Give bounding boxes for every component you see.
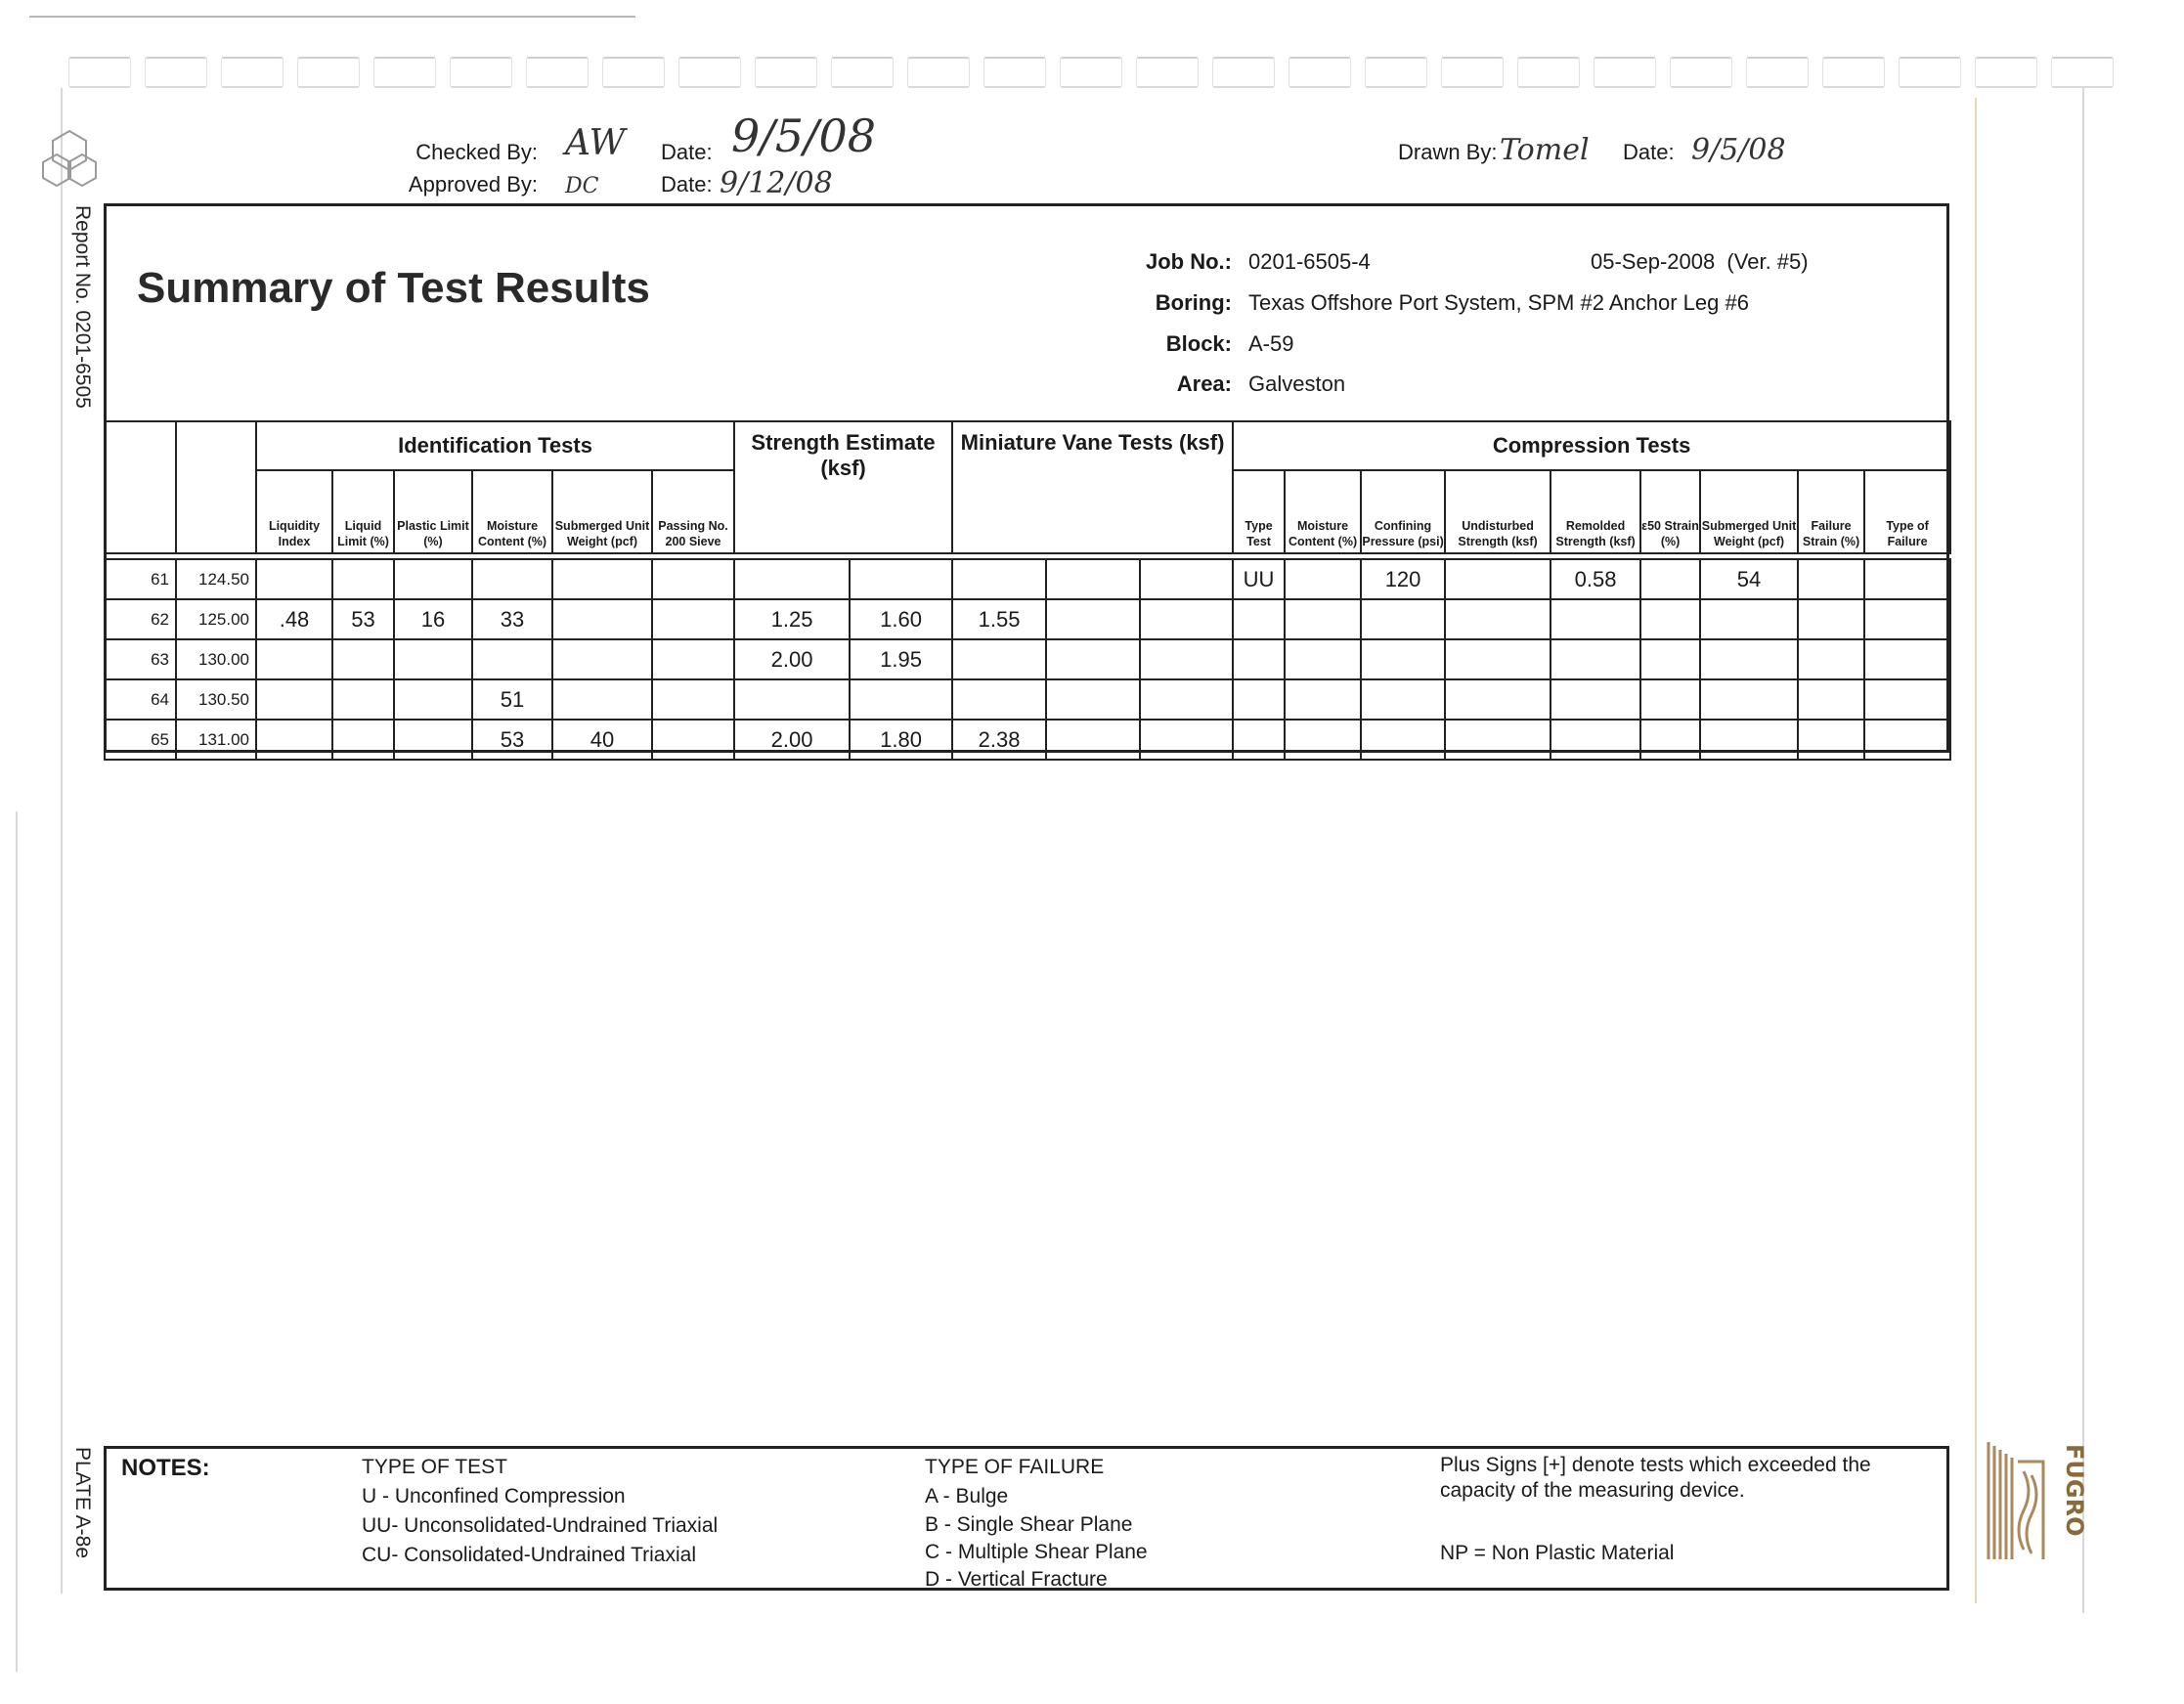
cell-liquidity: .48 <box>256 599 332 639</box>
failure-d: D - Vertical Fracture <box>925 1568 1108 1591</box>
plate-number-side: PLATE A-8e <box>71 1447 94 1559</box>
cell-sample: 64 <box>105 679 176 720</box>
perforation-hole <box>526 57 589 88</box>
cell-ustr <box>1445 639 1551 679</box>
cell-rem <box>1046 599 1140 639</box>
perforation-hole <box>1670 57 1732 88</box>
cell-suw <box>552 639 652 679</box>
group-compression-tests: Compression Tests <box>1233 421 1950 470</box>
cell-pl <box>394 679 472 720</box>
test-type-u: U - Unconfined Compression <box>362 1485 626 1507</box>
cell-liquidity <box>256 639 332 679</box>
cell-pl <box>394 559 472 599</box>
approved-by-signature: DC <box>565 174 599 198</box>
cell-rstr <box>1551 679 1640 720</box>
col-plastic-limit: Plastic Limit (%) <box>394 470 472 553</box>
perforation-hole <box>1060 57 1122 88</box>
cell-p200 <box>652 599 734 639</box>
perforation-hole <box>1746 57 1809 88</box>
cell-und: 2.38 <box>952 720 1046 760</box>
recycle-icon <box>35 125 104 194</box>
cell-e50 <box>1640 679 1700 720</box>
cell-rem <box>1046 679 1140 720</box>
page-title: Summary of Test Results <box>137 264 650 312</box>
cell-depth: 130.50 <box>176 679 256 720</box>
fugro-logo-text: FUGRO <box>2061 1444 2088 1537</box>
cell-cmc <box>1285 599 1361 639</box>
cell-csuw: 54 <box>1700 559 1798 599</box>
table-row <box>105 679 1950 720</box>
cell-rem <box>1046 639 1140 679</box>
col-confining-pressure: Confining Pressure (psi) <box>1361 470 1445 553</box>
cell-fstr <box>1798 720 1864 760</box>
col-liquidity-index: Liquidity Index <box>256 470 332 553</box>
cell-conf <box>1361 639 1445 679</box>
cell-conf <box>1361 720 1445 760</box>
cell-e50 <box>1640 639 1700 679</box>
right-edge-line <box>2082 88 2084 1613</box>
checked-date-label: Date: <box>661 140 713 164</box>
group-miniature-vane: Miniature Vane Tests (ksf) <box>952 421 1233 553</box>
cell-suw <box>552 599 652 639</box>
table-row <box>105 599 1950 639</box>
right-margin-line <box>1975 98 1977 1603</box>
col-undisturbed-strength: Undisturbed Strength (ksf) <box>1445 470 1551 553</box>
cell-und: 1.55 <box>952 599 1046 639</box>
cell-torv <box>850 679 952 720</box>
cell-rstr <box>1551 599 1640 639</box>
approved-by-label: Approved By: <box>408 172 538 197</box>
drawn-by-label: Drawn By: <box>1398 140 1498 164</box>
cell-e50 <box>1640 599 1700 639</box>
perforation-hole <box>755 57 817 88</box>
col-submerged-unit-weight: Submerged Unit Weight (pcf) <box>552 470 652 553</box>
perforation-hole <box>602 57 665 88</box>
cell-ustr <box>1445 559 1551 599</box>
perforation-hole <box>831 57 894 88</box>
cell-cmc <box>1285 559 1361 599</box>
perforation-hole <box>297 57 360 88</box>
cell-e50 <box>1640 720 1700 760</box>
cell-p200 <box>652 720 734 760</box>
cell-mc: 53 <box>472 720 552 760</box>
cell-rem <box>1046 720 1140 760</box>
cell-depth: 130.00 <box>176 639 256 679</box>
cell-conf <box>1361 679 1445 720</box>
perforation-hole <box>1136 57 1199 88</box>
cell-rstr <box>1551 720 1640 760</box>
cell-p200 <box>652 639 734 679</box>
cell-pen: 2.00 <box>734 720 850 760</box>
cell-ll <box>332 679 394 720</box>
cell-rem <box>1046 559 1140 599</box>
test-type-cu: CU- Consolidated-Undrained Triaxial <box>362 1544 696 1566</box>
drawn-date-label: Date: <box>1623 140 1675 164</box>
perforation-strip <box>68 57 2131 92</box>
col-e50-strain: ε50 Strain (%) <box>1640 470 1700 553</box>
left-margin-line <box>61 88 63 1594</box>
cell-depth: 124.50 <box>176 559 256 599</box>
boring-value: Texas Offshore Port System, SPM #2 Anchor Leg #6 <box>1248 290 1749 315</box>
date-version: 05-Sep-2008 (Ver. #5) <box>1591 249 1809 274</box>
perforation-hole <box>1212 57 1275 88</box>
cell-sample: 61 <box>105 559 176 599</box>
cell-type <box>1233 639 1285 679</box>
cell-tfail <box>1864 639 1950 679</box>
cell-fstr <box>1798 559 1864 599</box>
fugro-logo <box>1985 1432 2088 1569</box>
cell-res <box>1140 639 1233 679</box>
col-c-submerged-unit-weight: Submerged Unit Weight (pcf) <box>1700 470 1798 553</box>
plus-signs-note: Plus Signs [+] denote tests which exceeded the capacity of the measuring device. <box>1440 1454 1871 1502</box>
cell-type <box>1233 720 1285 760</box>
failure-a: A - Bulge <box>925 1485 1009 1507</box>
perforation-hole <box>907 57 970 88</box>
cell-cmc <box>1285 720 1361 760</box>
block-label: Block: <box>1165 331 1232 356</box>
col-type-test: Type Test <box>1233 470 1285 553</box>
cell-rstr: 0.58 <box>1551 559 1640 599</box>
cell-rstr <box>1551 639 1640 679</box>
cell-ustr <box>1445 720 1551 760</box>
scan-edge-line <box>29 16 635 18</box>
col-moisture-content: Moisture Content (%) <box>472 470 552 553</box>
cell-res <box>1140 599 1233 639</box>
test-results-table <box>104 420 1951 761</box>
cell-p200 <box>652 559 734 599</box>
cell-fstr <box>1798 599 1864 639</box>
col-passing-200: Passing No. 200 Sieve <box>652 470 734 553</box>
area-label: Area: <box>1176 371 1232 396</box>
cell-type <box>1233 679 1285 720</box>
cell-ll <box>332 720 394 760</box>
cell-csuw <box>1700 639 1798 679</box>
cell-torv: 1.60 <box>850 599 952 639</box>
group-identification-tests: Identification Tests <box>256 421 734 470</box>
perforation-hole <box>2051 57 2114 88</box>
cell-p200 <box>652 679 734 720</box>
cell-res <box>1140 679 1233 720</box>
cell-ll <box>332 639 394 679</box>
failure-c: C - Multiple Shear Plane <box>925 1541 1148 1563</box>
cell-pen <box>734 559 850 599</box>
notes-heading: NOTES: <box>121 1455 210 1481</box>
cell-pen: 1.25 <box>734 599 850 639</box>
perforation-hole <box>1289 57 1351 88</box>
cell-liquidity <box>256 679 332 720</box>
non-plastic-note: NP = Non Plastic Material <box>1440 1542 1675 1564</box>
checked-date-handwritten: 9/5/08 <box>731 109 877 162</box>
perforation-hole <box>68 57 131 88</box>
failure-b: B - Single Shear Plane <box>925 1513 1133 1536</box>
report-number-side: Report No. 0201-6505 <box>71 205 94 409</box>
cell-liquidity <box>256 559 332 599</box>
cell-mc <box>472 559 552 599</box>
cell-suw <box>552 559 652 599</box>
type-of-test-heading: TYPE OF TEST <box>362 1456 507 1478</box>
perforation-hole <box>1975 57 2037 88</box>
cell-tfail <box>1864 720 1950 760</box>
group-strength-estimate: Strength Estimate (ksf) <box>734 421 952 553</box>
table-row <box>105 559 1950 599</box>
col-type-of-failure: Type of Failure <box>1864 470 1950 553</box>
cell-pl: 16 <box>394 599 472 639</box>
perforation-hole <box>1365 57 1427 88</box>
job-no-label: Job No.: <box>1146 249 1232 274</box>
boring-label: Boring: <box>1155 290 1232 315</box>
cell-pen <box>734 679 850 720</box>
cell-und <box>952 559 1046 599</box>
table-row <box>105 720 1950 760</box>
cell-csuw <box>1700 679 1798 720</box>
checked-by-signature: AW <box>565 123 626 163</box>
cell-tfail <box>1864 559 1950 599</box>
cell-type <box>1233 599 1285 639</box>
cell-ll: 53 <box>332 599 394 639</box>
col-remolded-strength: Remolded Strength (ksf) <box>1551 470 1640 553</box>
cell-ll <box>332 559 394 599</box>
cell-fstr <box>1798 679 1864 720</box>
cell-sample: 62 <box>105 599 176 639</box>
perforation-hole <box>145 57 207 88</box>
cell-torv: 1.95 <box>850 639 952 679</box>
cell-suw <box>552 679 652 720</box>
approved-date-handwritten: 9/12/08 <box>720 166 833 200</box>
perforation-hole <box>450 57 512 88</box>
cell-sample: 65 <box>105 720 176 760</box>
cell-und <box>952 679 1046 720</box>
cell-tfail <box>1864 599 1950 639</box>
cell-fstr <box>1798 639 1864 679</box>
left-edge-line <box>16 811 18 1672</box>
table-row <box>105 639 1950 679</box>
cell-cmc <box>1285 679 1361 720</box>
cell-mc: 51 <box>472 679 552 720</box>
col-c-moisture-content: Moisture Content (%) <box>1285 470 1361 553</box>
type-of-failure-heading: TYPE OF FAILURE <box>925 1456 1105 1478</box>
col-liquid-limit: Liquid Limit (%) <box>332 470 394 553</box>
cell-csuw <box>1700 599 1798 639</box>
perforation-hole <box>678 57 741 88</box>
perforation-hole <box>1899 57 1961 88</box>
cell-conf: 120 <box>1361 559 1445 599</box>
cell-pl <box>394 639 472 679</box>
cell-suw: 40 <box>552 720 652 760</box>
drawn-by-signature: Tomel <box>1500 133 1590 167</box>
cell-liquidity <box>256 720 332 760</box>
area-value: Galveston <box>1248 371 1346 396</box>
cell-csuw <box>1700 720 1798 760</box>
cell-und <box>952 639 1046 679</box>
cell-torv <box>850 559 952 599</box>
perforation-hole <box>221 57 284 88</box>
cell-type: UU <box>1233 559 1285 599</box>
block-value: A-59 <box>1248 331 1294 356</box>
cell-sample: 63 <box>105 639 176 679</box>
cell-mc <box>472 639 552 679</box>
drawn-date-handwritten: 9/5/08 <box>1691 133 1786 167</box>
cell-cmc <box>1285 639 1361 679</box>
col-failure-strain: Failure Strain (%) <box>1798 470 1864 553</box>
perforation-hole <box>373 57 436 88</box>
cell-pen: 2.00 <box>734 639 850 679</box>
cell-torv: 1.80 <box>850 720 952 760</box>
checked-by-label: Checked By: <box>415 140 538 164</box>
cell-depth: 131.00 <box>176 720 256 760</box>
approved-date-label: Date: <box>661 172 713 197</box>
cell-res <box>1140 720 1233 760</box>
cell-mc: 33 <box>472 599 552 639</box>
cell-e50 <box>1640 559 1700 599</box>
perforation-hole <box>1517 57 1580 88</box>
perforation-hole <box>1594 57 1656 88</box>
cell-ustr <box>1445 679 1551 720</box>
perforation-hole <box>1822 57 1885 88</box>
test-type-uu: UU- Unconsolidated-Undrained Triaxial <box>362 1514 719 1537</box>
cell-pl <box>394 720 472 760</box>
cell-depth: 125.00 <box>176 599 256 639</box>
perforation-hole <box>983 57 1046 88</box>
cell-conf <box>1361 599 1445 639</box>
cell-tfail <box>1864 679 1950 720</box>
cell-ustr <box>1445 599 1551 639</box>
cell-res <box>1140 559 1233 599</box>
perforation-hole <box>1441 57 1504 88</box>
job-no-value: 0201-6505-4 <box>1248 249 1371 274</box>
